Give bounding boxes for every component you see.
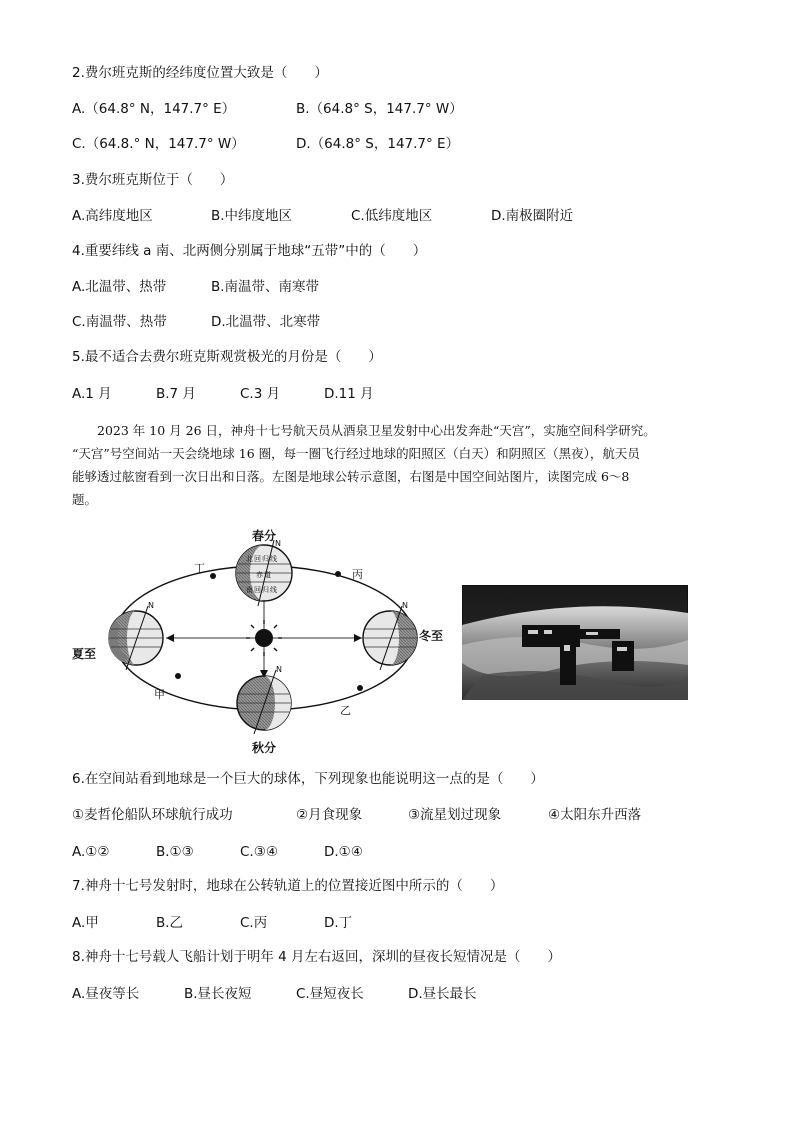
position-bing-dot (335, 571, 341, 577)
q4-stem: 4.重要纬线 a 南、北两侧分别属于地球“五带”中的（ ） (72, 243, 427, 259)
globe-label-9: 归 (262, 586, 269, 594)
q2-option-c: C.（64.8.° N，147.7° W） (72, 136, 245, 152)
q5-option-a: A.1 月 (72, 386, 112, 402)
q6-stem: 6.在空间站看到地球是一个巨大的球体，下列现象也能说明这一点的是（ ） (72, 771, 544, 787)
q2-option-b: B.（64.8° S，147.7° W） (296, 101, 463, 117)
q3-stem: 3.费尔班克斯位于（ ） (72, 172, 234, 188)
q5-option-c: C.3 月 (240, 386, 281, 402)
q7-option-d: D.丁 (324, 915, 353, 931)
globe-label-5: 赤 (256, 571, 263, 579)
q2-option-a: A.（64.8° N，147.7° E） (72, 101, 236, 117)
globe-label-6: 道 (264, 571, 271, 579)
label-ding: 丁 (194, 562, 205, 575)
q8-stem: 8.神舟十七号载人飞船计划于明年 4 月左右返回，深圳的昼夜长短情况是（ ） (72, 949, 562, 965)
globe-label-8: 回 (254, 586, 261, 594)
q8-option-d: D.昼长最长 (408, 986, 477, 1002)
label-bing: 丙 (352, 568, 363, 581)
passage-line-3: 能够透过舷窗看到一次日出和日落。左图是地球公转示意图，右图是中国空间站图片，读图完成 6～8 (72, 469, 630, 484)
svg-text:N: N (276, 665, 282, 674)
label-spring-equinox: 春分 (251, 529, 277, 543)
q4-option-a: A.北温带、热带 (72, 279, 167, 295)
globe-label-7: 南 (246, 586, 253, 594)
earth-revolution-diagram (70, 528, 460, 756)
position-jia-dot (175, 673, 181, 679)
q3-option-b: B.中纬度地区 (211, 208, 293, 224)
autumn-equinox-globe (237, 665, 291, 734)
winter-solstice-globe (363, 601, 417, 670)
label-autumn-equinox: 秋分 (251, 741, 277, 755)
q6-statement-2: ②月食现象 (296, 807, 363, 823)
globe-label-1: 北 (246, 555, 253, 563)
globe-label-10: 线 (270, 586, 277, 594)
q7-stem: 7.神舟十七号发射时，地球在公转轨道上的位置接近图中所示的（ ） (72, 878, 504, 894)
q7-option-a: A.甲 (72, 915, 99, 931)
q8-option-c: C.昼短夜长 (296, 986, 364, 1002)
reading-passage (72, 419, 722, 511)
q6-statement-1: ①麦哲伦船队环球航行成功 (72, 807, 233, 823)
passage-line-1: 2023 年 10 月 26 日，神舟十七号航天员从酒泉卫星发射中心出发奔赴“天宫”，实施空间科学研究。 (97, 423, 656, 438)
q5-stem: 5.最不适合去费尔班克斯观赏极光的月份是（ ） (72, 349, 382, 365)
label-jia: 甲 (154, 688, 165, 701)
q7-option-c: C.丙 (240, 915, 268, 931)
q6-option-c: C.③④ (240, 844, 278, 860)
svg-text:N: N (148, 601, 154, 610)
q6-statement-3: ③流星划过现象 (408, 807, 502, 823)
q3-option-d: D.南极圈附近 (491, 208, 574, 224)
q2-stem: 2.费尔班克斯的经纬度位置大致是（ ） (72, 65, 328, 81)
label-summer-solstice: 夏至 (72, 647, 97, 661)
passage-line-2: “天宫”号空间站一天会绕地球 16 圈，每一圈飞行经过地球的阳照区（白天）和阴照区（黑夜），航天员 (72, 446, 640, 461)
passage-line-4: 题。 (72, 492, 98, 507)
q4-option-d: D.北温带、北寒带 (211, 314, 321, 330)
label-yi: 乙 (340, 704, 351, 717)
svg-text:N: N (402, 601, 408, 610)
q4-option-c: C.南温带、热带 (72, 314, 167, 330)
globe-label-2: 回 (254, 555, 261, 563)
svg-text:N: N (275, 539, 281, 548)
spring-equinox-globe (236, 539, 292, 606)
q3-option-a: A.高纬度地区 (72, 208, 153, 224)
q4-option-b: B.南温带、南寒带 (211, 279, 320, 295)
q6-statement-4: ④太阳东升西落 (548, 807, 642, 823)
q2-option-d: D.（64.8° S，147.7° E） (296, 136, 460, 152)
position-ding-dot (210, 573, 216, 579)
q5-option-b: B.7 月 (156, 386, 196, 402)
summer-solstice-globe (108, 601, 163, 670)
globe-label-3: 归 (262, 555, 269, 563)
position-yi-dot (357, 685, 363, 691)
globe-label-4: 线 (270, 555, 277, 563)
q8-option-a: A.昼夜等长 (72, 986, 140, 1002)
space-station-photo (462, 585, 688, 700)
q7-option-b: B.乙 (156, 915, 184, 931)
q6-option-a: A.①② (72, 844, 110, 860)
q6-option-b: B.①③ (156, 844, 194, 860)
q5-option-d: D.11 月 (324, 386, 374, 402)
q6-option-d: D.①④ (324, 844, 363, 860)
q3-option-c: C.低纬度地区 (351, 208, 433, 224)
q8-option-b: B.昼长夜短 (184, 986, 252, 1002)
label-winter-solstice: 冬至 (419, 629, 444, 643)
